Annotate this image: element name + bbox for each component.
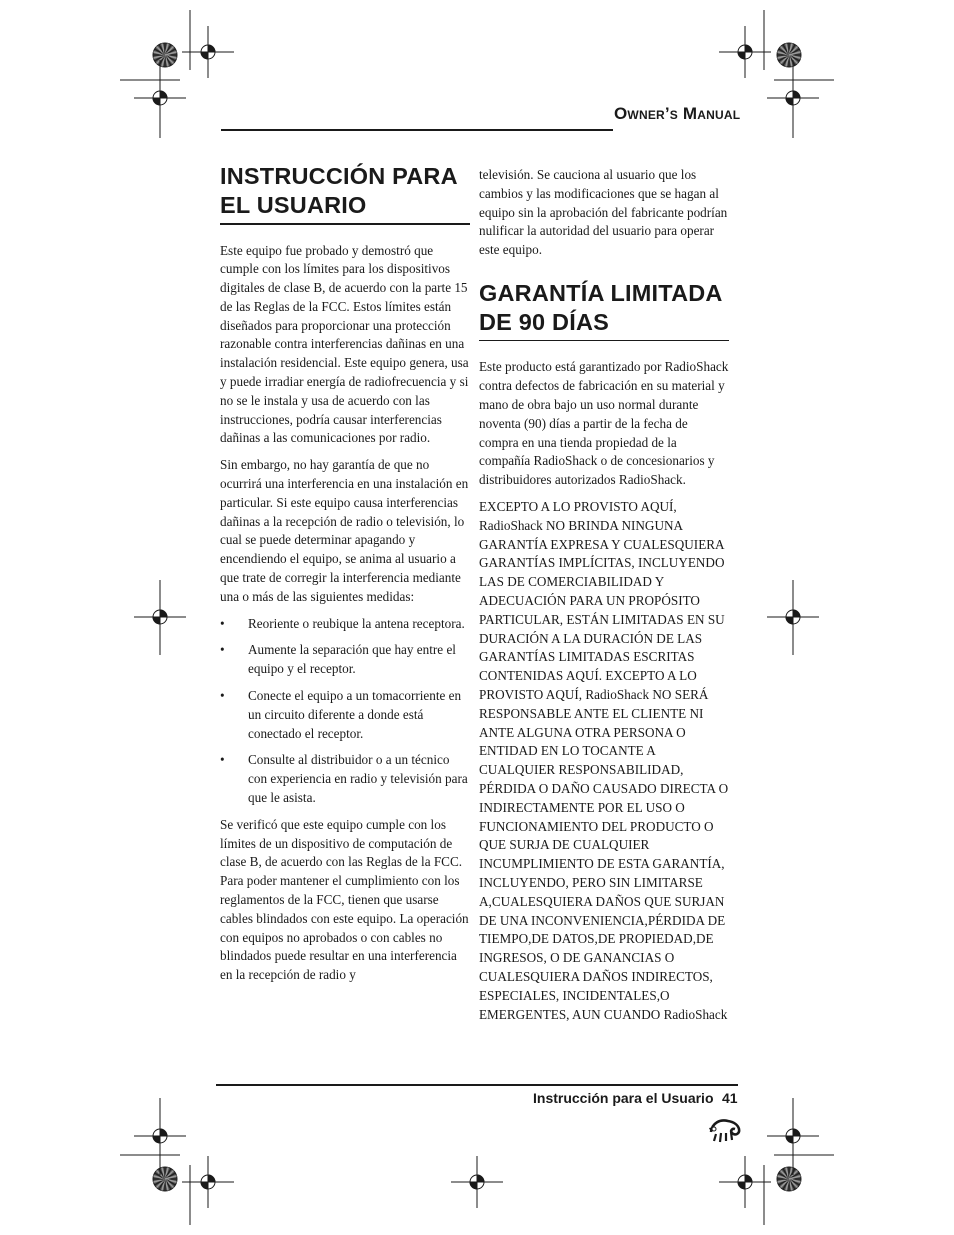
paragraph: Se verificó que este equipo cumple con los límites de un dispositivo de computación de clase B, de acuerdo con las Reglas de la FCC. Para poder mantener el cumplimiento con los reglamentos de la FCC, tienen que usarse cables blindados con este equipo. La operación con equipos no aprobados o con cables no blindados puede resultar en una interferencia en la recepción de radio y	[220, 816, 469, 983]
list-item-text: Aumente la separación que hay entre el equipo y el receptor.	[248, 642, 456, 677]
list-item-text: Consulte al distribuidor o a un técnico con experiencia en radio y televisión para que le asista.	[248, 752, 468, 806]
right-column	[479, 166, 729, 1032]
list-item	[220, 687, 470, 743]
bullet-icon: •	[220, 615, 225, 631]
list-item-text: Reoriente o reubique la antena receptora.	[248, 615, 465, 631]
paragraph: Este equipo fue probado y demostró que cumple con los límites para los dispositivos digitales de clase B, de acuerdo con la parte 15 de las Reglas de la FCC. Estos límites están diseñados para proporcionar una protección razonable contra interferencias dañinas en una instalación residencial. Este equipo genera, usa y puede irradiar energía de radiofrecuencia y si no se le instala y usa de acuerdo con las instrucciones, podría causar interferencias dañinas a las comunicaciones por radio.	[220, 242, 469, 446]
paragraph: Este producto está garantizado por RadioShack contra defectos de fabricación en su material y mano de obra bajo un uso normal durante noventa (90) días a partir de la fecha de compra en una tienda propiedad de la compañía RadioShack o de concesionarios y distribuidores autorizados RadioShack.	[479, 359, 729, 488]
crosshair-registration-icon	[719, 26, 771, 78]
footer-section-label: Instrucción para el Usuario	[533, 1090, 714, 1106]
starburst-target-icon	[777, 1167, 801, 1191]
paragraph: Sin embargo, no hay garantía de que no ocurrirá una interferencia en una instalación en particular. Si este equipo causa interferencias dañinas a la recepción de radio o televisión, lo cual se puede determinar apagando y encendiendo el equipo, se anima al usuario a que trate de corregir la interferencia mediante una o más de las siguientes medidas:	[220, 457, 469, 604]
left-column	[220, 162, 470, 993]
paragraph: EXCEPTO A LO PROVISTO AQUÍ, RadioShack NO BRINDA NINGUNA GARANTÍA EXPRESA Y CUALESQUIERA GARANTÍAS IMPLÍCITAS, INCLUYENDO LAS DE COMERCIABILIDAD Y ADECUACIÓN PARA UN PROPÓSITO PARTICULAR, ESTÁN LIMITADAS EN SU DURACIÓN A LA DURACIÓN DE LAS GARANTÍAS LIMITADAS ESCRITAS CONTENIDAS AQUÍ. EXCEPTO A LO PROVISTO AQUÍ, RadioShack NO SERÁ RESPONSABLE ANTE EL CLIENTE NI ANTE ALGUNA OTRA PERSONA O ENTIDAD EN LO TOCANTE A CUALQUIER RESPONSABILIDAD, PÉRDIDA O DAÑO CAUSADO DIRECTA O INDIRECTAMENTE POR EL USO O FUNCIONAMIENTO DEL PRODUCTO O QUE SURJA DE CUALQUIER INCUMPLIMIENTO DE ESTA GARANTÍA, INCLUYENDO, PERO SIN LIMITARSE A,CUALESQUIERA DAÑOS QUE SURJAN DE UNA INCONVENIENCIA,PÉRDIDA DE TIEMPO,DE DATOS,DE PROPIEDAD,DE INGRESOS, O DE GANANCIAS O CUALESQUIERA DAÑOS INDIRECTOS, ESPECIALES, INCIDENTALES,O EMERGENTES, AUN CUANDO RadioShack	[479, 499, 729, 1022]
bullet-icon: •	[220, 752, 225, 768]
list-item	[220, 751, 470, 807]
bullet-icon: •	[220, 688, 225, 704]
starburst-target-icon	[153, 1167, 177, 1191]
bullet-icon: •	[220, 642, 225, 658]
page-number: 41	[722, 1090, 738, 1106]
starburst-target-icon	[153, 43, 177, 67]
list-item	[220, 615, 470, 634]
section-heading-limited-warranty: GARANTÍA LIMITADA DE 90 DÍAS	[479, 279, 722, 335]
crosshair-registration-icon	[719, 1156, 771, 1208]
header-rule	[221, 129, 613, 131]
crosshair-registration-icon	[451, 1156, 503, 1208]
bullet-list	[220, 615, 470, 808]
section-heading-rule	[220, 223, 470, 225]
chameleon-mascot-icon	[708, 1114, 744, 1144]
starburst-target-icon	[777, 43, 801, 67]
section-heading-user-instructions: INSTRUCCIÓN PARA EL USUARIO	[220, 163, 457, 218]
list-item-text: Conecte el equipo a un tomacorriente en un circuito diferente a donde está conectado el receptor.	[248, 688, 462, 741]
running-header-title: Owner’s Manual	[614, 104, 741, 123]
list-item	[220, 641, 470, 679]
paragraph: televisión. Se cauciona al usuario que los cambios y las modificaciones que se hagan al equipo sin la aprobación del fabricante podrían nulificar la autoridad del usuario para operar este equipo.	[479, 167, 728, 258]
section-heading-rule	[479, 340, 729, 342]
footer-rule	[216, 1084, 738, 1086]
